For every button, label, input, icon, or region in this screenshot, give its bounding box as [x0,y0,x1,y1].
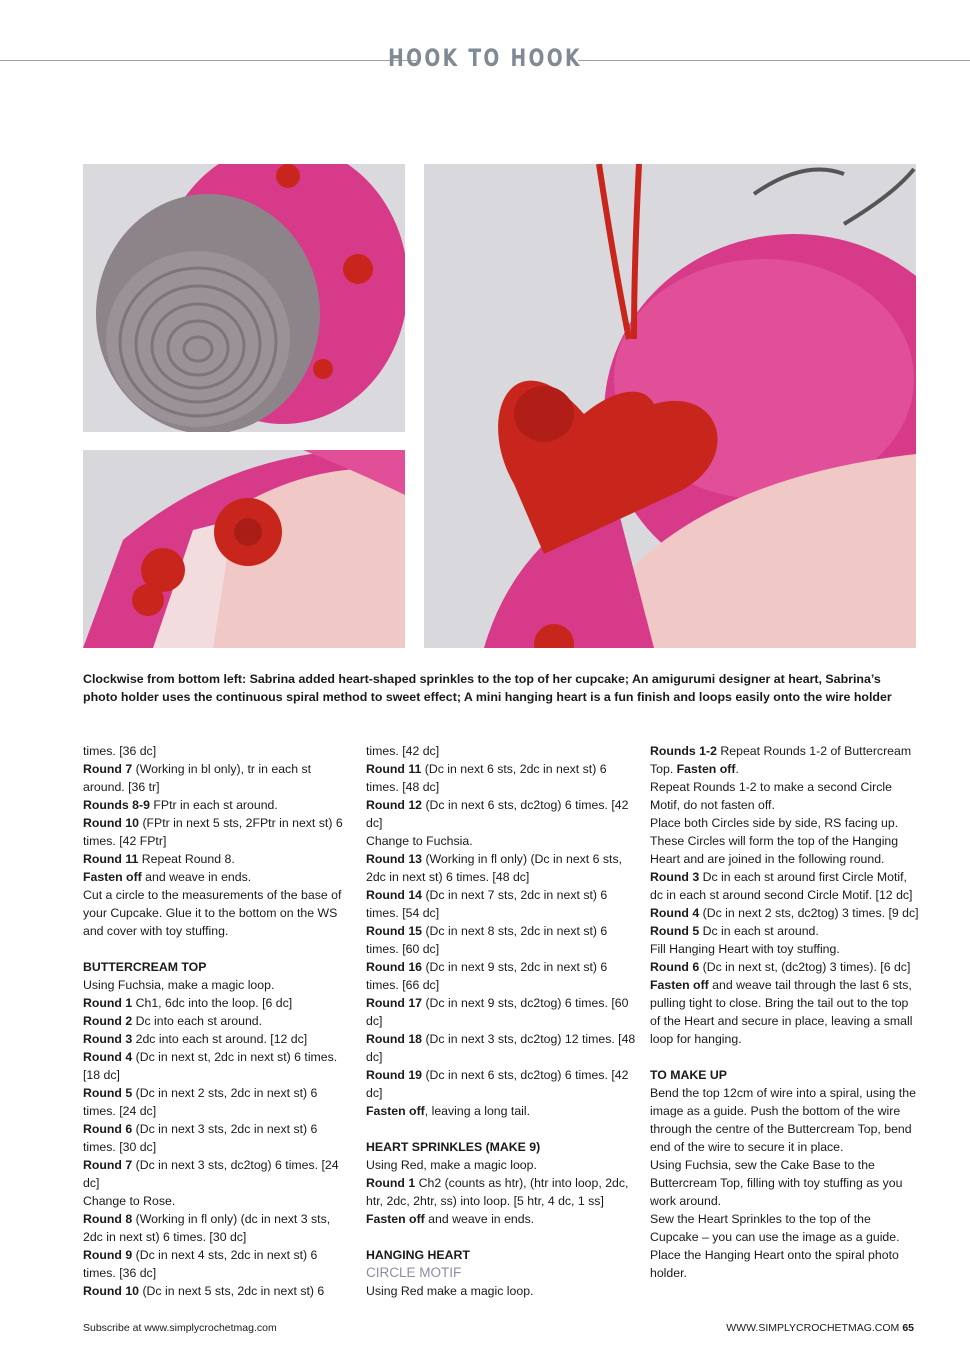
spacer [366,1120,636,1138]
footer-website [726,1322,914,1334]
section-heading: BUTTERCREAM TOP [83,960,207,974]
photo-heart-sprinkles [83,450,405,648]
text-line: times. [36 dc] [83,744,157,758]
instruction: Rounds 8-9 FPtr in each st around. [83,798,278,812]
column-3 [650,742,920,1282]
instruction: Round 6 (Dc in next st, (dc2tog) 3 times). [6 dc] [650,960,911,974]
spacer [366,1228,636,1246]
instruction: Fill Hanging Heart with toy stuffing. [650,942,840,956]
instruction: Round 3 2dc into each st around. [12 dc] [83,1032,308,1046]
instruction: Round 10 (Dc in next 5 sts, 2dc in next st) 6 [83,1284,325,1298]
instruction: Round 5 (Dc in next 2 sts, 2dc in next st) 6 times. [24 dc] [83,1086,318,1118]
cupcake-base-illustration [83,164,405,432]
instruction: Cut a circle to the measurements of the base of your Cupcake. Glue it to the bottom on the WS and cover with toy stuffing. [83,888,342,938]
instruction: Using Fuchsia, make a magic loop. [83,978,275,992]
photo-cupcake-base [83,164,405,432]
instruction: Round 4 (Dc in next st, 2dc in next st) 6 times. [18 dc] [83,1050,338,1082]
column-1 [83,742,353,1300]
instruction: Place both Circles side by side, RS facing up. These Circles will form the top of the Hanging Heart and are joined in the following round. [650,816,899,866]
instruction: Round 19 (Dc in next 6 sts, dc2tog) 6 times. [42 dc] [366,1068,629,1100]
instruction: Rounds 1-2 Repeat Rounds 1-2 of Buttercream Top. Fasten off. [650,744,912,776]
section-heading: HANGING HEART [366,1248,470,1262]
instruction: Fasten off and weave in ends. [366,1212,535,1226]
text-line: times. [42 dc] [366,744,440,758]
instruction: Round 3 Dc in each st around first Circle Motif, dc in each st around second Circle Motif. [12 dc] [650,870,913,902]
instruction: Round 2 Dc into each st around. [83,1014,263,1028]
section-heading: HEART SPRINKLES (MAKE 9) [366,1140,541,1154]
instruction: Change to Fuchsia. [366,834,473,848]
instruction: Round 1 Ch1, 6dc into the loop. [6 dc] [83,996,293,1010]
footer-url: WWW.SIMPLYCROCHETMAG.COM [726,1322,900,1334]
instruction: Round 11 Repeat Round 8. [83,852,235,866]
section-title: HOOK TO HOOK [388,44,582,72]
instruction: Round 17 (Dc in next 9 sts, dc2tog) 6 times. [60 dc] [366,996,629,1028]
instruction: Round 13 (Working in fl only) (Dc in next 6 sts, 2dc in next st) 6 times. [48 dc] [366,852,623,884]
instruction: Change to Rose. [83,1194,176,1208]
instruction: Fasten off, leaving a long tail. [366,1104,531,1118]
instruction: Place the Hanging Heart onto the spiral photo holder. [650,1248,899,1280]
instruction: Round 8 (Working in fl only) (dc in next 3 sts, 2dc in next st) 6 times. [30 dc] [83,1212,331,1244]
instruction: Using Fuchsia, sew the Cake Base to the Buttercream Top, filling with toy stuffing as you work around. [650,1158,903,1208]
instruction: Round 9 (Dc in next 4 sts, 2dc in next st) 6 times. [36 dc] [83,1248,318,1280]
subsection-heading: CIRCLE MOTIF [366,1265,462,1280]
column-2 [366,742,636,1300]
hanging-heart-illustration [424,164,916,648]
instruction: Using Red, make a magic loop. [366,1158,537,1172]
instruction: Round 7 (Dc in next 3 sts, dc2tog) 6 times. [24 dc] [83,1158,339,1190]
instruction: Fasten off and weave tail through the last 6 sts, pulling tight to close. Bring the tail out to the top of the Heart and secure in place, leaving a small loop for hanging. [650,978,913,1046]
page-number: 65 [902,1322,914,1334]
instruction: Round 18 (Dc in next 3 sts, dc2tog) 12 times. [48 dc] [366,1032,636,1064]
instruction: Round 16 (Dc in next 9 sts, 2dc in next st) 6 times. [66 dc] [366,960,608,992]
instruction: Round 4 (Dc in next 2 sts, dc2tog) 3 times. [9 dc] [650,906,919,920]
spacer [650,1048,920,1066]
instruction: Round 5 Dc in each st around. [650,924,819,938]
spacer [83,940,353,958]
instruction: Round 14 (Dc in next 7 sts, 2dc in next st) 6 times. [54 dc] [366,888,608,920]
instruction: Round 7 (Working in bl only), tr in each st around. [36 tr] [83,762,312,794]
footer-subscribe: Subscribe at www.simplycrochetmag.com [83,1322,277,1334]
instruction: Round 11 (Dc in next 6 sts, 2dc in next st) 6 times. [48 dc] [366,762,607,794]
instruction: Bend the top 12cm of wire into a spiral, using the image as a guide. Push the bottom of the wire through the centre of the Buttercream Top, bend end of the wire to secure it in place. [650,1086,916,1154]
instruction: Repeat Rounds 1-2 to make a second Circle Motif, do not fasten off. [650,780,892,812]
photo-caption: Clockwise from bottom left: Sabrina added heart-shaped sprinkles to the top of her cupcake; An amigurumi designer at heart, Sabrina’s photo holder uses the continuous spiral method to sweet effect; A mini hanging heart is a fun finish and loops easily onto the wire holder [83,672,892,704]
instruction: Round 15 (Dc in next 8 sts, 2dc in next st) 6 times. [60 dc] [366,924,608,956]
instruction: Using Red make a magic loop. [366,1284,534,1298]
instruction: Round 1 Ch2 (counts as htr), (htr into loop, 2dc, htr, 2dc, 2htr, ss) into loop. [5 htr, 4 dc, 1 ss] [366,1176,629,1208]
instruction: Round 6 (Dc in next 3 sts, 2dc in next st) 6 times. [30 dc] [83,1122,318,1154]
instruction: Fasten off and weave in ends. [83,870,252,884]
heart-sprinkles-illustration [83,450,405,648]
instruction: Sew the Heart Sprinkles to the top of the Cupcake – you can use the image as a guide. [650,1212,900,1244]
instruction: Round 10 (FPtr in next 5 sts, 2FPtr in next st) 6 times. [42 FPtr] [83,816,343,848]
photo-hanging-heart [424,164,916,648]
section-heading: TO MAKE UP [650,1068,727,1082]
instruction: Round 12 (Dc in next 6 sts, dc2tog) 6 times. [42 dc] [366,798,629,830]
